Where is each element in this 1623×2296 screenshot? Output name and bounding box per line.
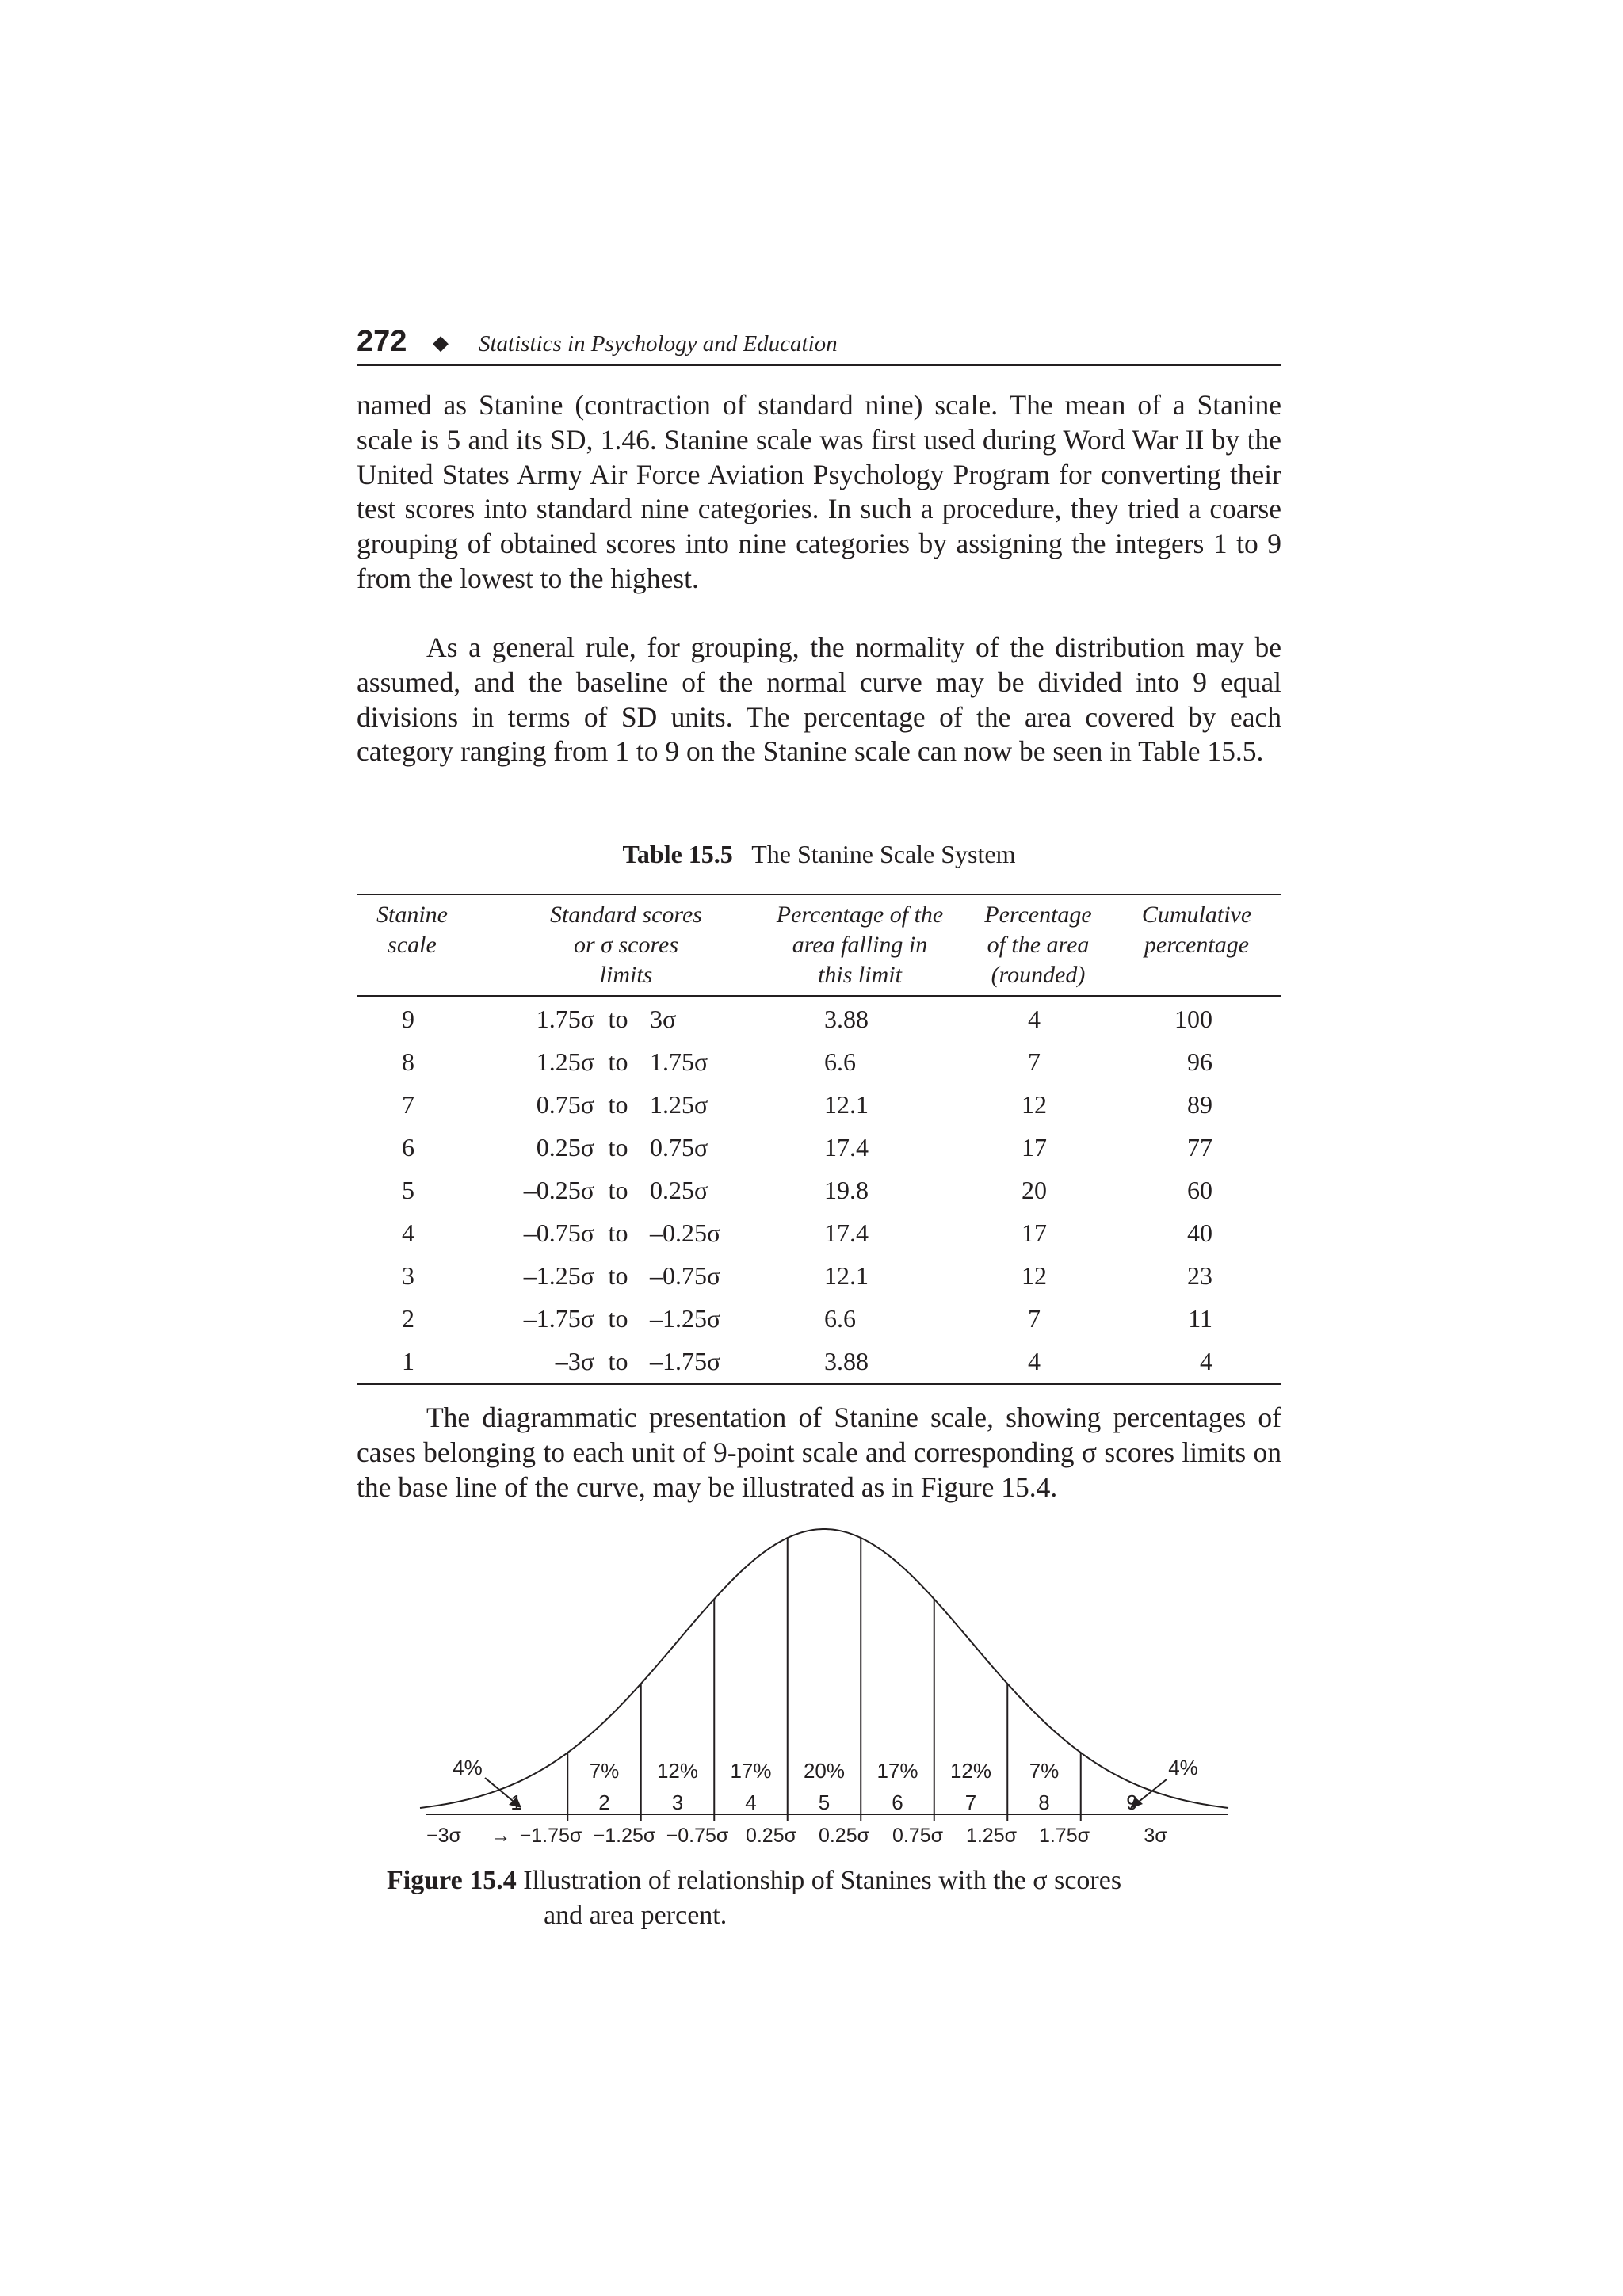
tail-right-arrow [1135, 1779, 1167, 1805]
cell-to: to [608, 1261, 628, 1290]
header-line: of the area [987, 932, 1090, 958]
header-line: Stanine [376, 902, 448, 928]
arrow-icon: → [491, 1825, 511, 1847]
header-percentage-area [753, 900, 967, 990]
header-line: this limit [818, 962, 902, 988]
sigma-limit-label: 0.75σ [892, 1825, 944, 1847]
cell-percentage: 17.4 [824, 1219, 869, 1247]
percent-label: 20% [803, 1759, 846, 1783]
cell-stanine: 7 [402, 1090, 414, 1119]
table-header-rule [357, 995, 1281, 997]
table-caption-label: Table 15.5 [622, 840, 733, 868]
percent-label: 7% [589, 1759, 620, 1783]
header-percentage-rounded [971, 900, 1106, 990]
cell-from: –0.75σ [523, 1219, 594, 1247]
cell-rounded: 20 [1022, 1176, 1047, 1204]
cell-rounded: 7 [1028, 1047, 1041, 1076]
table-caption [357, 840, 1281, 869]
sigma-limit-label: 0.25σ [745, 1825, 797, 1847]
stanine-label: 4 [745, 1791, 757, 1814]
sigma-limit-label: 1.25σ [965, 1825, 1018, 1847]
stanine-label: 8 [1038, 1791, 1050, 1814]
cell-stanine: 4 [402, 1219, 414, 1247]
cell-rounded: 12 [1022, 1261, 1047, 1290]
cell-to: to [608, 1304, 628, 1333]
header-line: percentage [1144, 932, 1250, 958]
cell-from: –3σ [555, 1347, 594, 1375]
table-bottom-rule [357, 1383, 1281, 1385]
header-line: Percentage [984, 902, 1092, 928]
percent-label: 17% [730, 1759, 772, 1783]
stanine-label: 9 [1126, 1791, 1138, 1814]
stanine-curve-svg [412, 1505, 1236, 1854]
running-title: Statistics in Psychology and Education [479, 331, 838, 357]
paragraph-1: named as Stanine (contraction of standard nine) scale. The mean of a Stanine scale is 5 and its SD, 1.46. Stanine scale was first used during Word War II by the United States Army Air Force Aviation Psychology Program for converting their test scores into standard nine categories. In such a procedure, they tried a coarse grouping of obtained scores into nine categories by assigning the integers 1 to 9 from the lowest to the highest. [357, 389, 1281, 594]
cell-rounded: 17 [1022, 1219, 1047, 1247]
cell-rounded: 4 [1028, 1005, 1041, 1033]
cell-upto: –1.75σ [650, 1347, 721, 1375]
header-line: scale [388, 932, 437, 958]
page-header [357, 323, 1281, 366]
stanine-label: 5 [818, 1791, 831, 1814]
figure-caption-label: Figure 15.4 [387, 1866, 517, 1895]
header-line: area falling in [792, 932, 928, 958]
cell-stanine: 6 [402, 1133, 414, 1161]
paragraph-2: As a general rule, for grouping, the normality of the distribution may be assumed, and the baseline of the normal curve may be divided into 9 equal divisions in terms of SD units. The percentage of the area covered by each category ranging from 1 to 9 on the Stanine scale can now be seen in Table 15.5. [357, 631, 1281, 768]
tail-right-percent: 4% [1168, 1756, 1198, 1779]
sigma-limit-label: 1.75σ [1038, 1825, 1090, 1847]
cell-stanine: 9 [402, 1005, 414, 1033]
cell-to: to [608, 1133, 628, 1161]
stanine-normal-curve-figure [412, 1505, 1236, 1854]
cell-upto: 1.25σ [650, 1090, 708, 1119]
cell-from: –1.75σ [523, 1304, 594, 1333]
cell-from: 1.75σ [536, 1005, 594, 1033]
cell-from: 0.25σ [536, 1133, 594, 1161]
cell-percentage: 12.1 [824, 1261, 869, 1290]
cell-percentage: 6.6 [824, 1304, 856, 1333]
cell-rounded: 4 [1028, 1347, 1041, 1375]
percent-label: 17% [876, 1759, 918, 1783]
cell-upto: 3σ [650, 1005, 677, 1033]
table-caption-title: The Stanine Scale System [751, 840, 1016, 868]
cell-upto: 0.75σ [650, 1133, 708, 1161]
stanine-label: 7 [964, 1791, 977, 1814]
stanine-label: 3 [671, 1791, 684, 1814]
cell-upto: 0.25σ [650, 1176, 708, 1204]
percent-label: 12% [949, 1759, 992, 1783]
figure-caption [387, 1863, 1274, 1933]
cell-to: to [608, 1090, 628, 1119]
cell-to: to [608, 1005, 628, 1033]
stanine-label: 6 [892, 1791, 903, 1814]
cell-to: to [608, 1047, 628, 1076]
cell-upto: –1.25σ [650, 1304, 721, 1333]
sigma-left-end: −3σ [426, 1825, 461, 1847]
cell-to: to [608, 1347, 628, 1375]
cell-upto: –0.25σ [650, 1219, 721, 1247]
header-line: Standard scores [550, 902, 702, 928]
header-line: Cumulative [1141, 902, 1252, 928]
cell-from: –0.25σ [523, 1176, 594, 1204]
cell-percentage: 19.8 [824, 1176, 869, 1204]
cell-cumulative: 60 [1187, 1176, 1212, 1204]
cell-to: to [608, 1176, 628, 1204]
cell-cumulative: 89 [1187, 1090, 1212, 1119]
sigma-limit-label: −1.75σ [519, 1825, 582, 1847]
cell-percentage: 12.1 [824, 1090, 869, 1119]
table-top-rule [357, 894, 1281, 895]
cell-stanine: 3 [402, 1261, 414, 1290]
stanine-label: 1 [510, 1791, 522, 1814]
cell-cumulative: 23 [1187, 1261, 1212, 1290]
sigma-right-end: 3σ [1144, 1825, 1167, 1847]
cell-rounded: 7 [1028, 1304, 1041, 1333]
header-line: Percentage of the [776, 902, 944, 928]
cell-percentage: 17.4 [824, 1133, 869, 1161]
cell-rounded: 12 [1022, 1090, 1047, 1119]
figure-caption-text: Illustration of relationship of Stanines with the σ scores [523, 1866, 1122, 1895]
sigma-limit-label: −0.75σ [666, 1825, 729, 1847]
cell-to: to [608, 1219, 628, 1247]
cell-stanine: 2 [402, 1304, 414, 1333]
header-stanine-scale [361, 900, 464, 960]
cell-from: –1.25σ [523, 1261, 594, 1290]
stanine-label: 2 [598, 1791, 610, 1814]
sigma-limit-label: 0.25σ [818, 1825, 870, 1847]
cell-stanine: 5 [402, 1176, 414, 1204]
cell-upto: 1.75σ [650, 1047, 708, 1076]
header-standard-scores [515, 900, 737, 990]
cell-stanine: 8 [402, 1047, 414, 1076]
cell-rounded: 17 [1022, 1133, 1047, 1161]
cell-percentage: 6.6 [824, 1047, 856, 1076]
cell-stanine: 1 [402, 1347, 414, 1375]
cell-percentage: 3.88 [824, 1347, 869, 1375]
cell-cumulative: 11 [1188, 1304, 1212, 1333]
cell-cumulative: 96 [1187, 1047, 1212, 1076]
percent-label: 12% [656, 1759, 699, 1783]
sigma-limit-label: −1.25σ [593, 1825, 656, 1847]
header-line: or σ scores [573, 932, 678, 958]
cell-cumulative: 40 [1187, 1219, 1212, 1247]
cell-cumulative: 100 [1174, 1005, 1212, 1033]
header-line: (rounded) [991, 962, 1086, 988]
tail-left-percent: 4% [453, 1756, 483, 1779]
cell-from: 0.75σ [536, 1090, 594, 1119]
header-line: limits [599, 962, 653, 988]
page-number: 272 [357, 325, 407, 358]
figure-caption-text-2: and area percent. [544, 1901, 727, 1930]
cell-cumulative: 4 [1200, 1347, 1212, 1375]
cell-percentage: 3.88 [824, 1005, 869, 1033]
paragraph-3: The diagrammatic presentation of Stanine scale, showing percentages of cases belonging to each unit of 9-point scale and corresponding σ scores limits on the base line of the curve, may be illustrated as in Figure 15.4. [357, 1402, 1281, 1503]
cell-from: 1.25σ [536, 1047, 594, 1076]
cell-upto: –0.75σ [650, 1261, 721, 1290]
header-cumulative-percentage [1117, 900, 1276, 960]
diamond-icon: ◆ [433, 331, 449, 355]
cell-cumulative: 77 [1187, 1133, 1212, 1161]
percent-label: 7% [1029, 1759, 1060, 1783]
